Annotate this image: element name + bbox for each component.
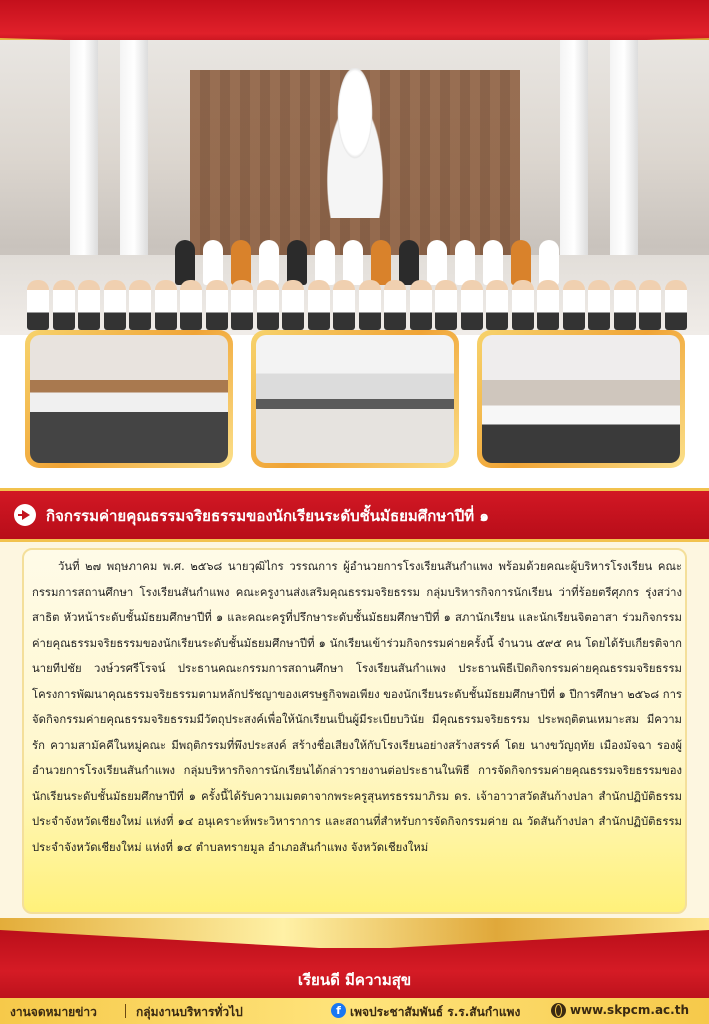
gold-swoosh-bottom (0, 918, 709, 958)
article-card (22, 548, 687, 914)
seated-person (563, 280, 585, 330)
seated-person (410, 280, 432, 330)
photo-thumbnail-3 (477, 330, 685, 468)
seated-person (359, 280, 381, 330)
seated-person (231, 280, 253, 330)
footer-bar (0, 998, 709, 1024)
seated-person (308, 280, 330, 330)
seated-person (537, 280, 559, 330)
seated-person (639, 280, 661, 330)
standing-person (315, 240, 335, 285)
seated-person (104, 280, 126, 330)
facebook-icon: f (331, 1003, 346, 1018)
headline-title: กิจกรรมค่ายคุณธรรมจริยธรรมของนักเรียนระดับชั้นมัธยมศึกษาปีที่ ๑ (46, 507, 489, 525)
seated-person (435, 280, 457, 330)
seated-person (155, 280, 177, 330)
seated-person (129, 280, 151, 330)
seated-person (206, 280, 228, 330)
facebook-page-link[interactable]: เพจประชาสัมพันธ์ ร.ร.สันกำแพง (350, 1005, 521, 1019)
standing-person (539, 240, 559, 285)
article-body: วันที่ ๒๗ พฤษภาคม พ.ศ. ๒๕๖๘ นายวุฒิไกร วรรณการ ผู้อำนวยการโรงเรียนสันกำแพง พร้อมด้วยคณะผู้บริหารโรงเรียน คณะกรรมการสถานศึกษา โรงเรียนสันกำแพง คณะครูงานส่งเสริมคุณธรรมจริยธรรม กลุ่มบริหารกิจการนักเรียน ว่าที่ร้อยตรีศุภกร รุ่งสว่างสาธิต หัวหน้าระดับชั้นมัธยมศึกษาปีที่ ๑ และคณะครูที่ปรึกษาระดับชั้นมัธยมศึกษาปีที่ ๑ สภานักเรียน และนักเรียนจิตอาสา ร่วมกิจกรรมค่ายคุณธรรมจริยธรรมของนักเรียนระดับชั้นมัธยมศึกษาปีที่ ๑ นักเรียนเข้าร่วมกิจกรรมค่ายครั้งนี้ จำนวน ๕๙๕ คน โดยได้รับเกียรติจากนายทีปชัย วงษ์วรศรีโรจน์ ประธานคณะกรรมการสถานศึกษา โรงเรียนสันกำแพง ประธานพิธีเปิดกิจกรรมค่ายคุณธรรมจริยธรรม โครงการพัฒนาคุณธรรมจริยธรรมตามหลักปรัชญาของเศรษฐกิจพอเพียง ของนักเรียนระดับชั้นมัธยมศึกษาปีที่ ๑ ปีการศึกษา ๒๕๖๘ การจัดกิจกรรมค่ายคุณธรรมจริยธรรมมีวัตถุประสงค์เพื่อให้นักเรียนเป็นผู้มีระเบียบวินัย มีคุณธรรมจริยธรรม ประพฤติตนเหมาะสม มีความรัก ความสามัคคีในหมู่คณะ มีพฤติกรรมที่พึงประสงค์ สร้างชื่อเสียงให้กับโรงเรียนอย่างสร้างสรรค์ โดย นางขวัญฤทัย เมืองมัจฉา รองผู้อำนวยการโรงเรียนสันกำแพง กลุ่มบริหารกิจการนักเรียนได้กล่าวรายงานต่อประธานในพิธี การจัดกิจกรรมค่ายคุณธรรมจริยธรรมของนักเรียนระดับชั้นมัธยมศึกษาปีที่ ๑ ครั้งนี้ได้รับความเมตตาจากพระครูสุนทรธรรมาภิรม ดร. เจ้าอาวาสวัดสันก้างปลา สำนักปฏิบัติธรรมประจำจังหวัดเชียงใหม่ แห่งที่ ๑๔ อนุเคราะห์พระวิหาราการ และสถานที่สำหรับการจัดกิจกรรมค่าย ณ วัดสันก้างปลา สำนักปฏิบัติธรรมประจำจังหวัดเชียงใหม่ แห่งที่ ๑๔ ตำบลทรายมูล อำเภอสันกำแพง จังหวัดเชียงใหม่ (32, 560, 682, 854)
footer-divider (125, 1004, 126, 1018)
seated-person (53, 280, 75, 330)
standing-person (231, 240, 251, 285)
school-motto: เรียนดี มีความสุข (297, 971, 412, 989)
seated-person (512, 280, 534, 330)
seated-person (78, 280, 100, 330)
photo-thumbnail-1 (25, 330, 233, 468)
standing-person (343, 240, 363, 285)
seated-person (384, 280, 406, 330)
seated-person (27, 280, 49, 330)
globe-icon (551, 1003, 566, 1018)
standing-person (483, 240, 503, 285)
standing-person (455, 240, 475, 285)
standing-person (287, 240, 307, 285)
seated-person (486, 280, 508, 330)
headline-bar (0, 488, 709, 542)
seated-person (588, 280, 610, 330)
standing-person (371, 240, 391, 285)
standing-person (511, 240, 531, 285)
hero-photo-group-shot (0, 40, 709, 335)
seated-person (333, 280, 355, 330)
department-label: กลุ่มงานบริหารทั่วไป (136, 1005, 243, 1019)
newsletter-label: งานจดหมายข่าว (10, 1005, 97, 1019)
photo-thumbnail-2 (251, 330, 459, 468)
buddha-statue (315, 68, 395, 218)
seated-person (461, 280, 483, 330)
photo-thumbnails (25, 330, 685, 470)
seated-person (614, 280, 636, 330)
seated-person (180, 280, 202, 330)
standing-person (427, 240, 447, 285)
seated-person (257, 280, 279, 330)
standing-person (203, 240, 223, 285)
seated-person (282, 280, 304, 330)
seated-person (665, 280, 687, 330)
standing-person (175, 240, 195, 285)
arrow-right-icon (14, 504, 36, 526)
standing-person (259, 240, 279, 285)
website-link[interactable]: www.skpcm.ac.th (570, 1003, 689, 1017)
group-of-people (25, 240, 695, 335)
standing-person (399, 240, 419, 285)
